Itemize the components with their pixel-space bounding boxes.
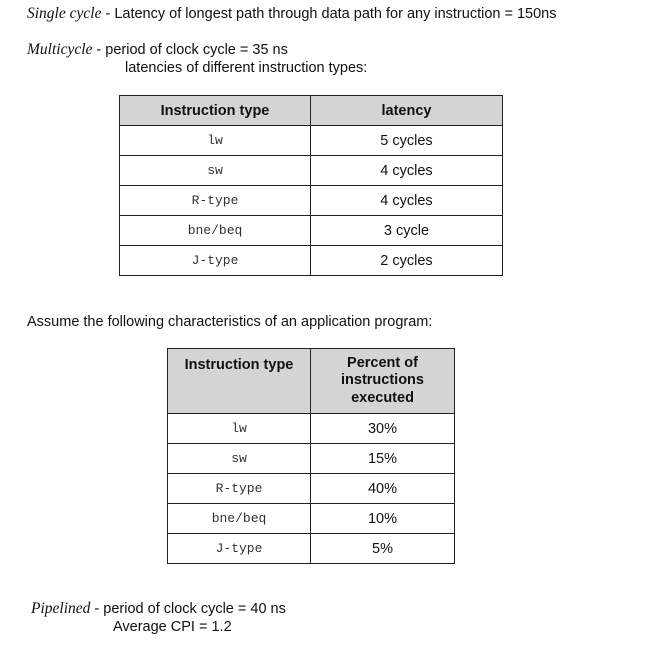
multicycle-subtext: latencies of different instruction types:	[125, 60, 368, 76]
table-row	[120, 156, 503, 186]
instruction-type-cell: R-type	[168, 474, 311, 504]
pipelined-subtext: Average CPI = 1.2	[113, 619, 232, 635]
latency-table	[119, 95, 503, 276]
instruction-type-cell: lw	[120, 126, 311, 156]
latency-header-latency: latency	[311, 96, 503, 126]
table-row	[120, 246, 503, 276]
single-cycle-term: Single cycle	[27, 5, 102, 22]
latency-cell: 2 cycles	[311, 246, 503, 276]
percent-cell: 5%	[311, 534, 455, 564]
instruction-type-cell: lw	[168, 414, 311, 444]
percent-header-line: Percent of	[347, 354, 418, 371]
pipelined-line	[31, 600, 286, 618]
percent-cell: 10%	[311, 504, 455, 534]
latency-cell: 5 cycles	[311, 126, 503, 156]
table-row	[168, 474, 455, 504]
single-cycle-line	[27, 5, 557, 23]
latency-header-type: Instruction type	[120, 96, 311, 126]
percent-header-line: instructions	[341, 372, 424, 389]
table-row	[120, 126, 503, 156]
latency-cell: 4 cycles	[311, 156, 503, 186]
table-row	[120, 216, 503, 246]
multicycle-text: - period of clock cycle = 35 ns	[92, 42, 288, 58]
latency-table-header	[120, 96, 503, 126]
percent-table	[167, 348, 455, 564]
instruction-type-cell: sw	[120, 156, 311, 186]
instruction-type-cell: J-type	[168, 534, 311, 564]
instruction-type-cell: R-type	[120, 186, 311, 216]
instruction-type-cell: J-type	[120, 246, 311, 276]
table-row	[168, 504, 455, 534]
latency-cell: 4 cycles	[311, 186, 503, 216]
instruction-type-cell: bne/beq	[168, 504, 311, 534]
pipelined-text: - period of clock cycle = 40 ns	[90, 601, 286, 617]
single-cycle-text: - Latency of longest path through data path for any instruction = 150ns	[101, 6, 557, 22]
instruction-type-cell: sw	[168, 444, 311, 474]
percent-cell: 15%	[311, 444, 455, 474]
percent-cell: 40%	[311, 474, 455, 504]
pipelined-term: Pipelined	[31, 600, 91, 617]
instruction-type-cell: bne/beq	[120, 216, 311, 246]
table-row	[120, 186, 503, 216]
multicycle-line	[27, 41, 288, 59]
table-row	[168, 444, 455, 474]
table-row	[168, 414, 455, 444]
percent-header-type: Instruction type	[168, 349, 311, 414]
table-row	[168, 534, 455, 564]
multicycle-term: Multicycle	[27, 41, 93, 58]
latency-cell: 3 cycle	[311, 216, 503, 246]
percent-header-percent	[311, 349, 455, 414]
assume-text: Assume the following characteristics of an application program:	[27, 314, 433, 330]
percent-header-line: executed	[351, 389, 414, 406]
percent-table-header	[168, 349, 455, 414]
percent-cell: 30%	[311, 414, 455, 444]
